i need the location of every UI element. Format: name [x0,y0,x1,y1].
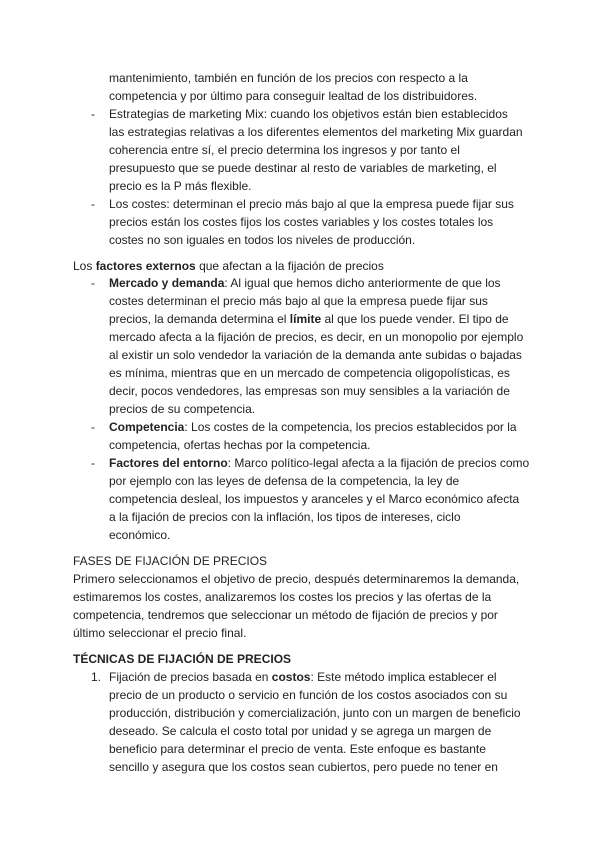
list-item-line: deseado. Se calcula el costo total por unidad y se agrega un margen de [109,724,492,738]
paragraph-line: mantenimiento, también en función de los precios con respecto a la [109,71,468,85]
list-item-line: Competencia: Los costes de la competencia, los precios establecidos por la [109,420,517,434]
list-item-line: beneficio para determinar el precio de venta. Este enfoque es bastante [109,742,486,756]
list-item-line: decir, pocos vendedores, las empresas son muy sensibles a la variación de [109,384,510,398]
paragraph-line: competencia y por último para conseguir lealtad de los distribuidores. [109,89,478,103]
list-item-line: Los costes: determinan el precio más bajo al que la empresa puede fijar sus [109,197,514,211]
intro-line: Los factores externos que afectan a la fijación de precios [73,259,384,273]
list-item-line: a la fijación de precios con la inflación, los tipos de intereses, ciclo [109,510,461,524]
list-item-line: competencia desleal, los impuestos y aranceles y el Marco económico afecta [109,492,520,506]
list-item-line: precios, la demanda determina el límite al que los puede vender. El tipo de [109,312,509,326]
list-item-line: competencia, ofertas hechas por la competencia. [109,438,371,452]
list-item-line: presupuesto que se puede destinar al resto de variables de marketing, el [109,161,497,175]
list-item-line: precios están los costes fijos los costes variables y los costes totales los [109,215,494,229]
list-item-line: Mercado y demanda: Al igual que hemos dicho anteriormente de que los [109,276,501,290]
list-item-line: costes determinan el precio más bajo al que la empresa puede fijar sus [109,294,488,308]
list-item-line: al existir un solo vendedor la variación de la demanda ante subidas o bajadas [109,348,522,362]
bullet-dash: - [91,197,95,211]
bullet-dash: - [91,456,95,470]
bullet-dash: - [91,276,95,290]
list-item-line: Factores del entorno: Marco político-legal afecta a la fijación de precios como [109,456,530,470]
bullet-dash: - [91,107,95,121]
list-item-line: costes no son iguales en todos los niveles de producción. [109,233,416,247]
paragraph-line: último seleccionar el precio final. [73,626,247,640]
section-heading: TÉCNICAS DE FIJACIÓN DE PRECIOS [73,652,292,666]
list-item-line: precio de un producto o servicio en función de los costos asociados con su [109,688,508,702]
list-item-line: por ejemplo con las leyes de defensa de la competencia, la ley de [109,474,460,488]
bullet-dash: - [91,420,95,434]
list-item-line: mercado afecta a la fijación de precios, es decir, en un monopolio por ejemplo [109,330,524,344]
paragraph-line: Primero seleccionamos el objetivo de precio, después determinaremos la demanda, [73,572,520,586]
list-item-line: económico. [109,528,171,542]
list-item-line: precio es la P más flexible. [109,179,252,193]
list-item-line: sencillo y asegura que los costos sean cubiertos, pero puede no tener en [109,760,498,774]
paragraph-line: competencia, tendremos que seleccionar un método de fijación de precios y por [73,608,498,622]
list-item-line: las estrategias relativas a los diferentes elementos del marketing Mix guardan [109,125,523,139]
list-item-line: coherencia entre sí, el precio determina los ingresos y por tanto el [109,143,460,157]
paragraph-line: estimaremos los costes, analizaremos los costes los precios y las ofertas de la [73,590,492,604]
list-item-line: es mínima, mientras que en un mercado de competencia oligopolísticas, es [109,366,510,380]
list-item-line: Estrategias de marketing Mix: cuando los objetivos están bien establecidos [109,107,508,121]
list-number: 1. [91,670,102,684]
list-item-line: Fijación de precios basada en costos: Este método implica establecer el [109,670,497,684]
list-item-line: precios de su competencia. [109,402,256,416]
section-heading: FASES DE FIJACIÓN DE PRECIOS [73,554,268,568]
list-item-line: producción, distribución y comercialización, junto con un margen de beneficio [109,706,521,720]
